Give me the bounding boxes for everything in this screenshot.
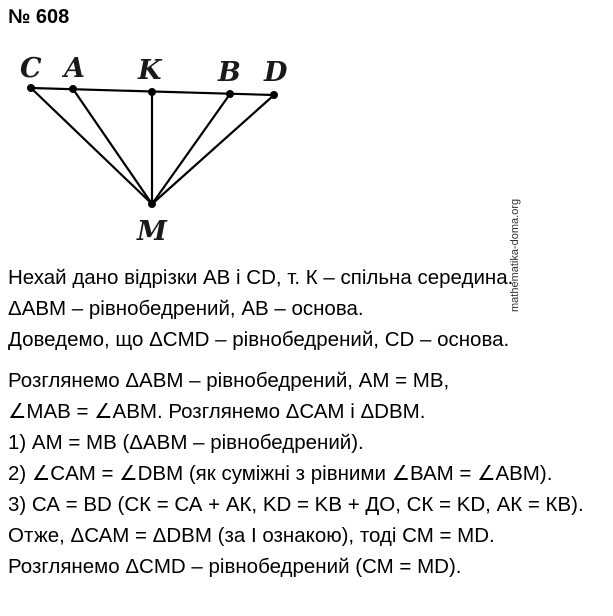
text-line: Нехай дано відрізки АВ і CD, т. К – спільна середина. bbox=[8, 266, 514, 289]
segment-dm bbox=[152, 95, 274, 204]
text-line: Розглянемо ΔАВМ – рівнобедрений, АМ = МВ, bbox=[8, 369, 450, 392]
label-b: B bbox=[218, 57, 241, 88]
text-line: ΔАВМ – рівнобедрений, АВ – основа. bbox=[8, 297, 364, 320]
watermark-text: mathematika-doma.org bbox=[509, 198, 521, 312]
text-line: Доведемо, що ΔCMD – рівнобедрений, CD – основа. bbox=[8, 328, 510, 351]
segment-am bbox=[73, 89, 152, 204]
text-line: Отже, ΔСАМ = ΔDBM (за І ознакою), тоді СМ = MD. bbox=[8, 524, 495, 547]
point-c bbox=[27, 84, 35, 92]
point-k bbox=[148, 88, 156, 96]
point-a bbox=[69, 85, 77, 93]
text-line: 3) СА = BD (СК = СА + АК, KD = KB + ДО, СК = KD, АК = КВ). bbox=[8, 493, 584, 516]
label-k: K bbox=[138, 55, 162, 86]
solution-text bbox=[8, 262, 608, 582]
paragraph-gap bbox=[8, 355, 608, 365]
text-line: 1) АМ = МВ (ΔАВМ – рівнобедрений). bbox=[8, 431, 364, 454]
text-line: ∠МАВ = ∠АВМ. Розглянемо ΔСАМ і ΔDBM. bbox=[8, 400, 426, 423]
label-m: M bbox=[137, 216, 167, 247]
text-line: 2) ∠CAM = ∠DBM (як суміжні з рівними ∠ВАМ = ∠АВМ). bbox=[8, 462, 553, 485]
segment-cm bbox=[31, 88, 152, 204]
point-b bbox=[226, 90, 234, 98]
label-a: A bbox=[64, 53, 85, 84]
label-d: D bbox=[264, 57, 288, 88]
point-m bbox=[148, 200, 156, 208]
problem-number: № 608 bbox=[8, 6, 70, 28]
label-c: C bbox=[20, 53, 42, 84]
segment-bm bbox=[152, 94, 230, 204]
point-d bbox=[270, 91, 278, 99]
text-line: Розглянемо ΔCMD – рівнобедрений (СМ = MD). bbox=[8, 555, 462, 578]
